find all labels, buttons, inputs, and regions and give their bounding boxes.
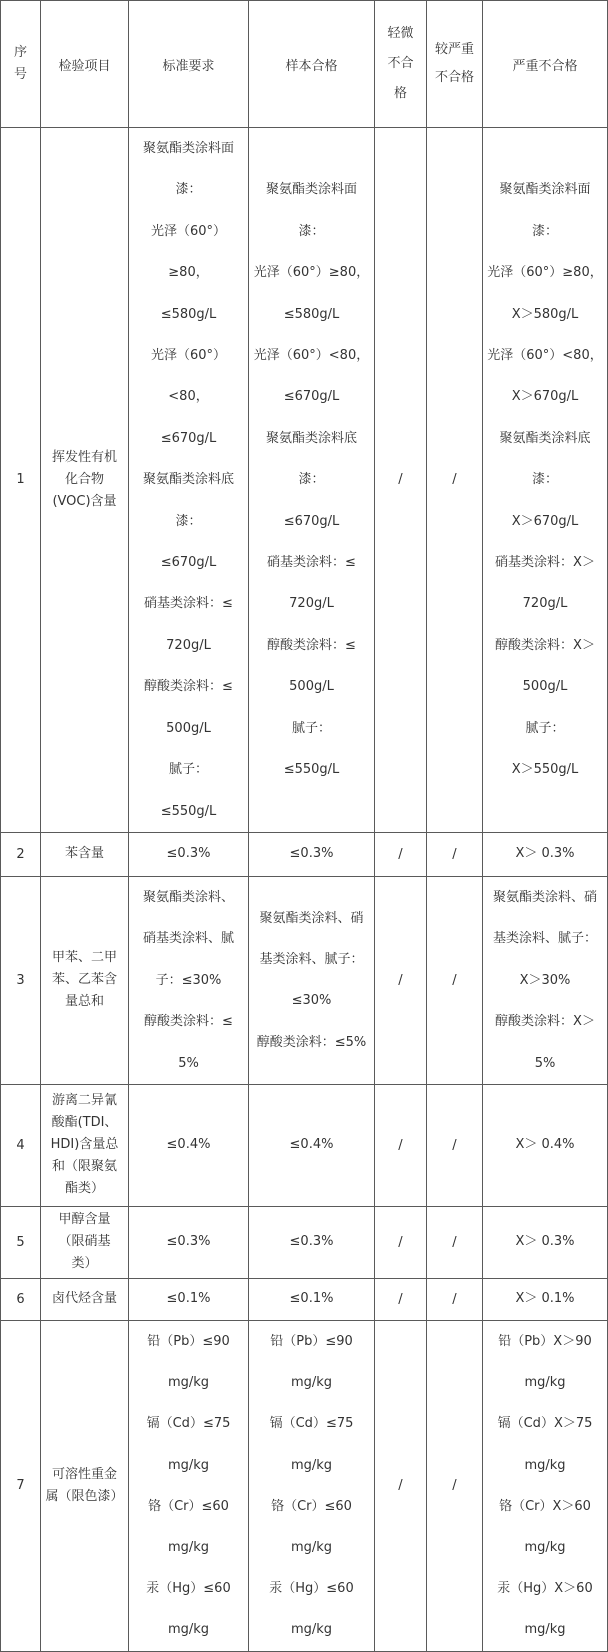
cell-seq: 2 — [1, 832, 41, 876]
cell-line: 腻子： — [291, 720, 331, 736]
cell-line: X＞580g/L — [511, 306, 579, 322]
cell-line: 属（限色漆） — [45, 1488, 124, 1504]
cell-standard — [129, 1278, 249, 1320]
cell-line: 甲苯、二甲 — [51, 950, 117, 966]
cell-item — [41, 1320, 129, 1651]
cell-line: 类） — [71, 1256, 98, 1272]
cell-line: mg/kg — [167, 1539, 210, 1555]
cell-line: ≤0.4% — [166, 1137, 211, 1153]
cell-line: 化合物 — [64, 471, 104, 487]
cell-minor-fail: / — [375, 1320, 427, 1651]
cell-moderate-fail: / — [427, 1278, 483, 1320]
cell-line: mg/kg — [524, 1457, 566, 1473]
cell-seq: 5 — [1, 1206, 41, 1278]
cell-severe-fail — [483, 1278, 608, 1320]
cell-line: 镉（Cd）X＞75 — [497, 1416, 593, 1432]
cell-line: ≤670g/L — [283, 389, 340, 405]
cell-line: ≤580g/L — [283, 306, 340, 322]
cell-minor-fail: / — [375, 1278, 427, 1320]
cell-line: mg/kg — [290, 1539, 333, 1555]
cell-line: mg/kg — [290, 1457, 333, 1473]
cell-line: 醇酸类涂料：≤ — [267, 637, 356, 653]
cell-line: 聚氨酯类涂料底 — [265, 430, 357, 446]
cell-line: X＞ 0.3% — [515, 1234, 575, 1250]
cell-line: 光泽（60°）<80， — [487, 348, 603, 364]
cell-line: 漆： — [298, 223, 325, 239]
header-row — [1, 1, 608, 128]
cell-line: 苯、乙苯含 — [51, 972, 117, 988]
cell-standard — [129, 1084, 249, 1206]
cell-line: 酸酯(TDI、 — [51, 1115, 118, 1131]
cell-item — [41, 128, 129, 833]
table-row — [1, 1278, 608, 1320]
cell-line: ≤0.3% — [166, 846, 211, 862]
cell-seq: 6 — [1, 1278, 41, 1320]
cell-line: 漆： — [531, 472, 558, 488]
header-standard: 标准要求 — [129, 1, 249, 128]
cell-line: 聚氨酯类涂料面 — [142, 141, 234, 156]
cell-line: X＞550g/L — [511, 762, 579, 778]
header-sample-ok: 样本合格 — [249, 1, 375, 128]
cell-line: 聚氨酯类涂料底 — [499, 430, 591, 446]
cell-seq: 4 — [1, 1084, 41, 1206]
cell-minor-fail: / — [375, 1206, 427, 1278]
cell-line: 量总和 — [64, 994, 104, 1010]
cell-line: 光泽（60°）<80， — [150, 348, 227, 405]
cell-line: 硝基类涂料：≤ — [267, 555, 356, 571]
cell-severe-fail — [483, 876, 608, 1084]
cell-line: 醇酸类涂料：≤ — [144, 679, 233, 695]
cell-line: ≤0.1% — [166, 1291, 211, 1307]
header-seq: 序 号 — [1, 1, 41, 128]
cell-line: 挥发性有机 — [51, 449, 117, 465]
cell-seq: 3 — [1, 876, 41, 1084]
cell-line: 漆： — [298, 472, 325, 488]
cell-line: 镉（Cd）≤75 — [146, 1416, 231, 1432]
cell-moderate-fail: / — [427, 1320, 483, 1651]
table-row — [1, 832, 608, 876]
table-row — [1, 128, 608, 833]
cell-line: 铅（Pb）≤90 — [147, 1333, 230, 1349]
cell-line: 5% — [534, 1055, 556, 1071]
cell-line: X＞ 0.3% — [515, 846, 575, 862]
header-severe-fail: 严重不合格 — [483, 1, 608, 128]
cell-sample-ok — [249, 832, 375, 876]
cell-line: 5% — [178, 1055, 199, 1071]
cell-line: 聚氨酯类涂料、硝 — [259, 910, 364, 926]
cell-line: 卤代烃含量 — [51, 1291, 117, 1307]
cell-standard — [129, 876, 249, 1084]
cell-line: ≤0.3% — [166, 1234, 211, 1250]
cell-minor-fail: / — [375, 128, 427, 833]
cell-line: 720g/L — [166, 637, 211, 653]
cell-item — [41, 1206, 129, 1278]
cell-severe-fail — [483, 1320, 608, 1651]
cell-line: 聚氨酯类涂料面 — [265, 182, 357, 198]
cell-moderate-fail: / — [427, 1084, 483, 1206]
cell-line: ≤0.3% — [289, 1234, 334, 1250]
cell-line: HDI)含量总 — [50, 1137, 119, 1153]
cell-line: 基类涂料、腻子： — [259, 952, 364, 968]
cell-line: X＞ 0.4% — [515, 1137, 575, 1153]
cell-line: mg/kg — [167, 1622, 210, 1638]
cell-sample-ok — [249, 1320, 375, 1651]
cell-line: （限硝基 — [58, 1234, 111, 1250]
cell-line: 聚氨酯类涂料、 — [142, 889, 234, 905]
cell-line: 500g/L — [166, 720, 211, 736]
cell-sample-ok — [249, 1206, 375, 1278]
cell-minor-fail: / — [375, 1084, 427, 1206]
cell-line: 硝基类涂料：≤ — [144, 596, 233, 612]
cell-line: 铅（Pb）X＞90 — [498, 1333, 592, 1349]
cell-item — [41, 1278, 129, 1320]
table-row — [1, 876, 608, 1084]
cell-line: 光泽（60°）≥80， — [253, 265, 370, 281]
cell-line: 汞（Hg）≤60 — [146, 1581, 231, 1597]
cell-line: 基类涂料、腻子： — [492, 931, 597, 947]
header-item: 检验项目 — [41, 1, 129, 128]
cell-line: 光泽（60°）<80， — [253, 348, 370, 364]
cell-severe-fail — [483, 1206, 608, 1278]
cell-line: 醇酸类涂料：≤ — [144, 1014, 233, 1030]
cell-line: 漆： — [531, 223, 558, 239]
cell-line: mg/kg — [524, 1539, 566, 1555]
cell-severe-fail — [483, 128, 608, 833]
table-row — [1, 1206, 608, 1278]
cell-line: 铬（Cr）≤60 — [148, 1498, 229, 1514]
cell-line: 720g/L — [522, 596, 568, 612]
cell-standard — [129, 1320, 249, 1651]
cell-line: 可溶性重金 — [51, 1466, 117, 1482]
cell-line: 游离二异氰 — [51, 1093, 117, 1109]
cell-moderate-fail: / — [427, 876, 483, 1084]
cell-line: ≤0.3% — [289, 846, 334, 862]
cell-line: mg/kg — [524, 1375, 566, 1391]
cell-standard — [129, 128, 249, 833]
cell-line: ≤30% — [291, 993, 332, 1009]
cell-line: 光泽（60°）≥80， — [487, 265, 603, 281]
cell-line: 镉（Cd）≤75 — [269, 1416, 354, 1432]
cell-seq: 1 — [1, 128, 41, 833]
cell-line: 醇酸类涂料：X＞ — [495, 1014, 595, 1030]
cell-line: 光泽（60°）≥80， — [150, 223, 227, 281]
cell-line: X＞670g/L — [511, 389, 579, 405]
cell-item — [41, 832, 129, 876]
cell-item — [41, 876, 129, 1084]
cell-line: 酯类） — [64, 1181, 104, 1197]
cell-line: 子：≤30% — [155, 972, 222, 988]
cell-line: 铬（Cr）X＞60 — [499, 1498, 591, 1514]
table-row — [1, 1320, 608, 1651]
cell-line: X＞30% — [519, 972, 571, 988]
cell-line: 和（限聚氨 — [51, 1159, 117, 1175]
cell-line: ≤550g/L — [160, 803, 217, 819]
header-minor-fail: 轻微 不合 格 — [375, 1, 427, 128]
cell-line: (VOC)含量 — [52, 493, 117, 509]
header-moderate-fail: 较严重 不合格 — [427, 1, 483, 128]
cell-minor-fail: / — [375, 876, 427, 1084]
cell-line: ≤0.1% — [289, 1291, 334, 1307]
cell-sample-ok — [249, 128, 375, 833]
cell-moderate-fail: / — [427, 832, 483, 876]
cell-severe-fail — [483, 1084, 608, 1206]
cell-standard — [129, 832, 249, 876]
cell-line: ≤670g/L — [160, 555, 217, 571]
cell-sample-ok — [249, 1084, 375, 1206]
cell-seq: 7 — [1, 1320, 41, 1651]
cell-line: ≤670g/L — [283, 513, 340, 529]
cell-line: 硝基类涂料、腻 — [142, 931, 234, 947]
cell-line: ≤0.4% — [289, 1137, 334, 1153]
table-row — [1, 1084, 608, 1206]
cell-line: 聚氨酯类涂料、硝 — [492, 889, 597, 905]
cell-line: mg/kg — [167, 1457, 210, 1473]
cell-line: 500g/L — [522, 679, 568, 695]
cell-line: ≤580g/L — [160, 306, 217, 322]
cell-severe-fail — [483, 832, 608, 876]
cell-item — [41, 1084, 129, 1206]
cell-line: 720g/L — [289, 596, 334, 612]
cell-line: mg/kg — [524, 1622, 566, 1638]
cell-line: X＞ 0.1% — [515, 1291, 575, 1307]
cell-line: mg/kg — [290, 1622, 333, 1638]
cell-line: 铅（Pb）≤90 — [270, 1333, 353, 1349]
cell-line: X＞670g/L — [511, 513, 579, 529]
cell-line: mg/kg — [290, 1375, 333, 1391]
cell-line: ≤550g/L — [283, 762, 340, 778]
cell-sample-ok — [249, 876, 375, 1084]
cell-line: 聚氨酯类涂料底 — [142, 472, 234, 488]
cell-line: 醇酸类涂料：X＞ — [495, 637, 595, 653]
cell-line: 甲醇含量 — [58, 1212, 111, 1228]
cell-line: 腻子： — [168, 762, 208, 778]
cell-line: 汞（Hg）X＞60 — [497, 1581, 593, 1597]
cell-line: 腻子： — [525, 720, 565, 736]
cell-standard — [129, 1206, 249, 1278]
cell-line: 苯含量 — [64, 846, 104, 862]
cell-line: 铬（Cr）≤60 — [271, 1498, 352, 1514]
cell-sample-ok — [249, 1278, 375, 1320]
cell-moderate-fail: / — [427, 1206, 483, 1278]
cell-line: 漆： — [175, 182, 202, 198]
cell-line: 醇酸类涂料：≤5% — [256, 1034, 367, 1050]
cell-line: 硝基类涂料：X＞ — [495, 555, 595, 571]
cell-line: 聚氨酯类涂料面 — [499, 182, 591, 198]
cell-moderate-fail: / — [427, 128, 483, 833]
cell-line: ≤670g/L — [160, 430, 217, 446]
cell-minor-fail: / — [375, 832, 427, 876]
cell-line: 漆： — [175, 513, 202, 529]
cell-line: 500g/L — [289, 679, 334, 695]
cell-line: mg/kg — [167, 1375, 210, 1391]
cell-line: 汞（Hg）≤60 — [269, 1581, 354, 1597]
